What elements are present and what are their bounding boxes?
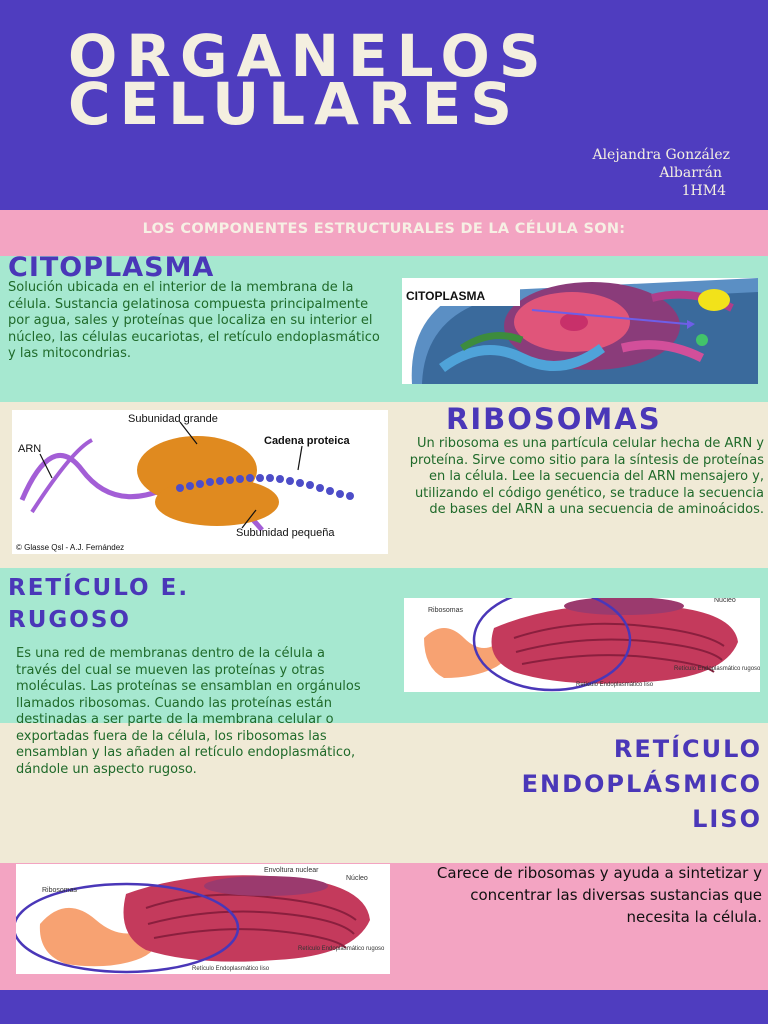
page-title [68,22,748,138]
label-reticulo-rugoso: Retículo Endoplasmático rugoso [674,666,760,672]
citoplasma-image [402,278,758,384]
label-envoltura-nuclear: Envoltura nuclear [264,867,319,874]
title-line-2: CELULARES [68,70,522,138]
label-reticulo-liso: Retículo Endoplasmático liso [576,682,654,688]
label-ribosomas: Ribosomas [428,607,464,614]
title-line-1: ORGANELOS [68,22,550,90]
label-nucleo-2: Núcleo [346,875,368,882]
ribosoma-image [12,410,388,554]
author-surname: Albarrán [659,165,722,181]
label-ribosomas-2: Ribosomas [42,887,78,894]
section-subtitle: LOS COMPONENTES ESTRUCTURALES DE LA CÉLULA SON: [142,221,626,237]
reticulo-liso-heading-line-3: LISO [692,805,762,833]
image-credit: © Glasse Qsl - A.J. Fernández [16,543,125,552]
rough-er-illustration [404,598,760,692]
reticulo-rugoso-heading-line-2: RUGOSO [8,607,131,633]
reticulo-rugoso-image [404,598,760,692]
author-name: Alejandra González [592,147,730,163]
reticulo-liso-image [16,864,390,974]
reticulo-liso-heading-line-2: ENDOPLÁSMICO [521,770,762,798]
label-reticulo-liso-2: Retículo Endoplasmático liso [192,966,270,972]
reticulo-rugoso-heading [8,572,189,636]
cell-illustration [402,278,758,384]
reticulo-liso-heading-line-1: RETÍCULO [613,735,762,763]
smooth-er-illustration [16,864,390,974]
reticulo-liso-text: Carece de ribosomas y ayuda a sintetizar y concentrar las diversas sustancias que necesita la célula. [436,864,762,926]
label-cadena-proteica: Cadena proteica [264,435,350,447]
reticulo-rugoso-heading-line-1: RETÍCULO E. [8,575,190,601]
citoplasma-image-label: CITOPLASMA [406,289,486,303]
label-subunidad-grande: Subunidad grande [128,413,218,425]
reticulo-rugoso-text: Es una red de membranas dentro de la célula a través del cual se mueven las proteínas y otras moléculas. Las proteínas se ensamblan en orgánulos llamados ribosomas. Cuando las proteínas están destinadas a ser parte de la membrana celular o exportadas fuera de la célula, los ribosomas las ensamblan y las añaden al retículo endoplasmático, dándole un aspecto rugoso. [16,646,361,777]
label-subunidad-pequena: Subunidad pequeña [236,527,335,539]
ribosome-diagram [12,410,388,554]
citoplasma-heading: CITOPLASMA [8,252,215,283]
label-reticulo-rugoso-2: Retículo Endoplasmático rugoso [298,946,385,952]
footer-band [0,990,768,1024]
ribosomas-heading: RIBOSOMAS [446,402,662,436]
reticulo-liso-heading [522,732,762,837]
label-nucleo: Núcleo [714,598,736,604]
author-group: 1HM4 [681,183,726,199]
ribosomas-text: Un ribosoma es una partícula celular hecha de ARN y proteína. Sirve como sitio para la síntesis de proteínas en la célula. Lee la secuencia del ARN mensajero y, utilizando el código genético, se traduce la secuencia de bases del ARN a una secuencia de aminoácidos. [409,436,764,517]
citoplasma-text: Solución ubicada en el interior de la membrana de la célula. Sustancia gelatinosa compuesta principalmente por agua, sales y proteínas que localiza en su interior el núcleo, las células eucariotas, el retículo endoplasmático y las mitocondrias. [8,280,380,361]
label-arn: ARN [18,443,42,455]
author-block [592,146,730,200]
